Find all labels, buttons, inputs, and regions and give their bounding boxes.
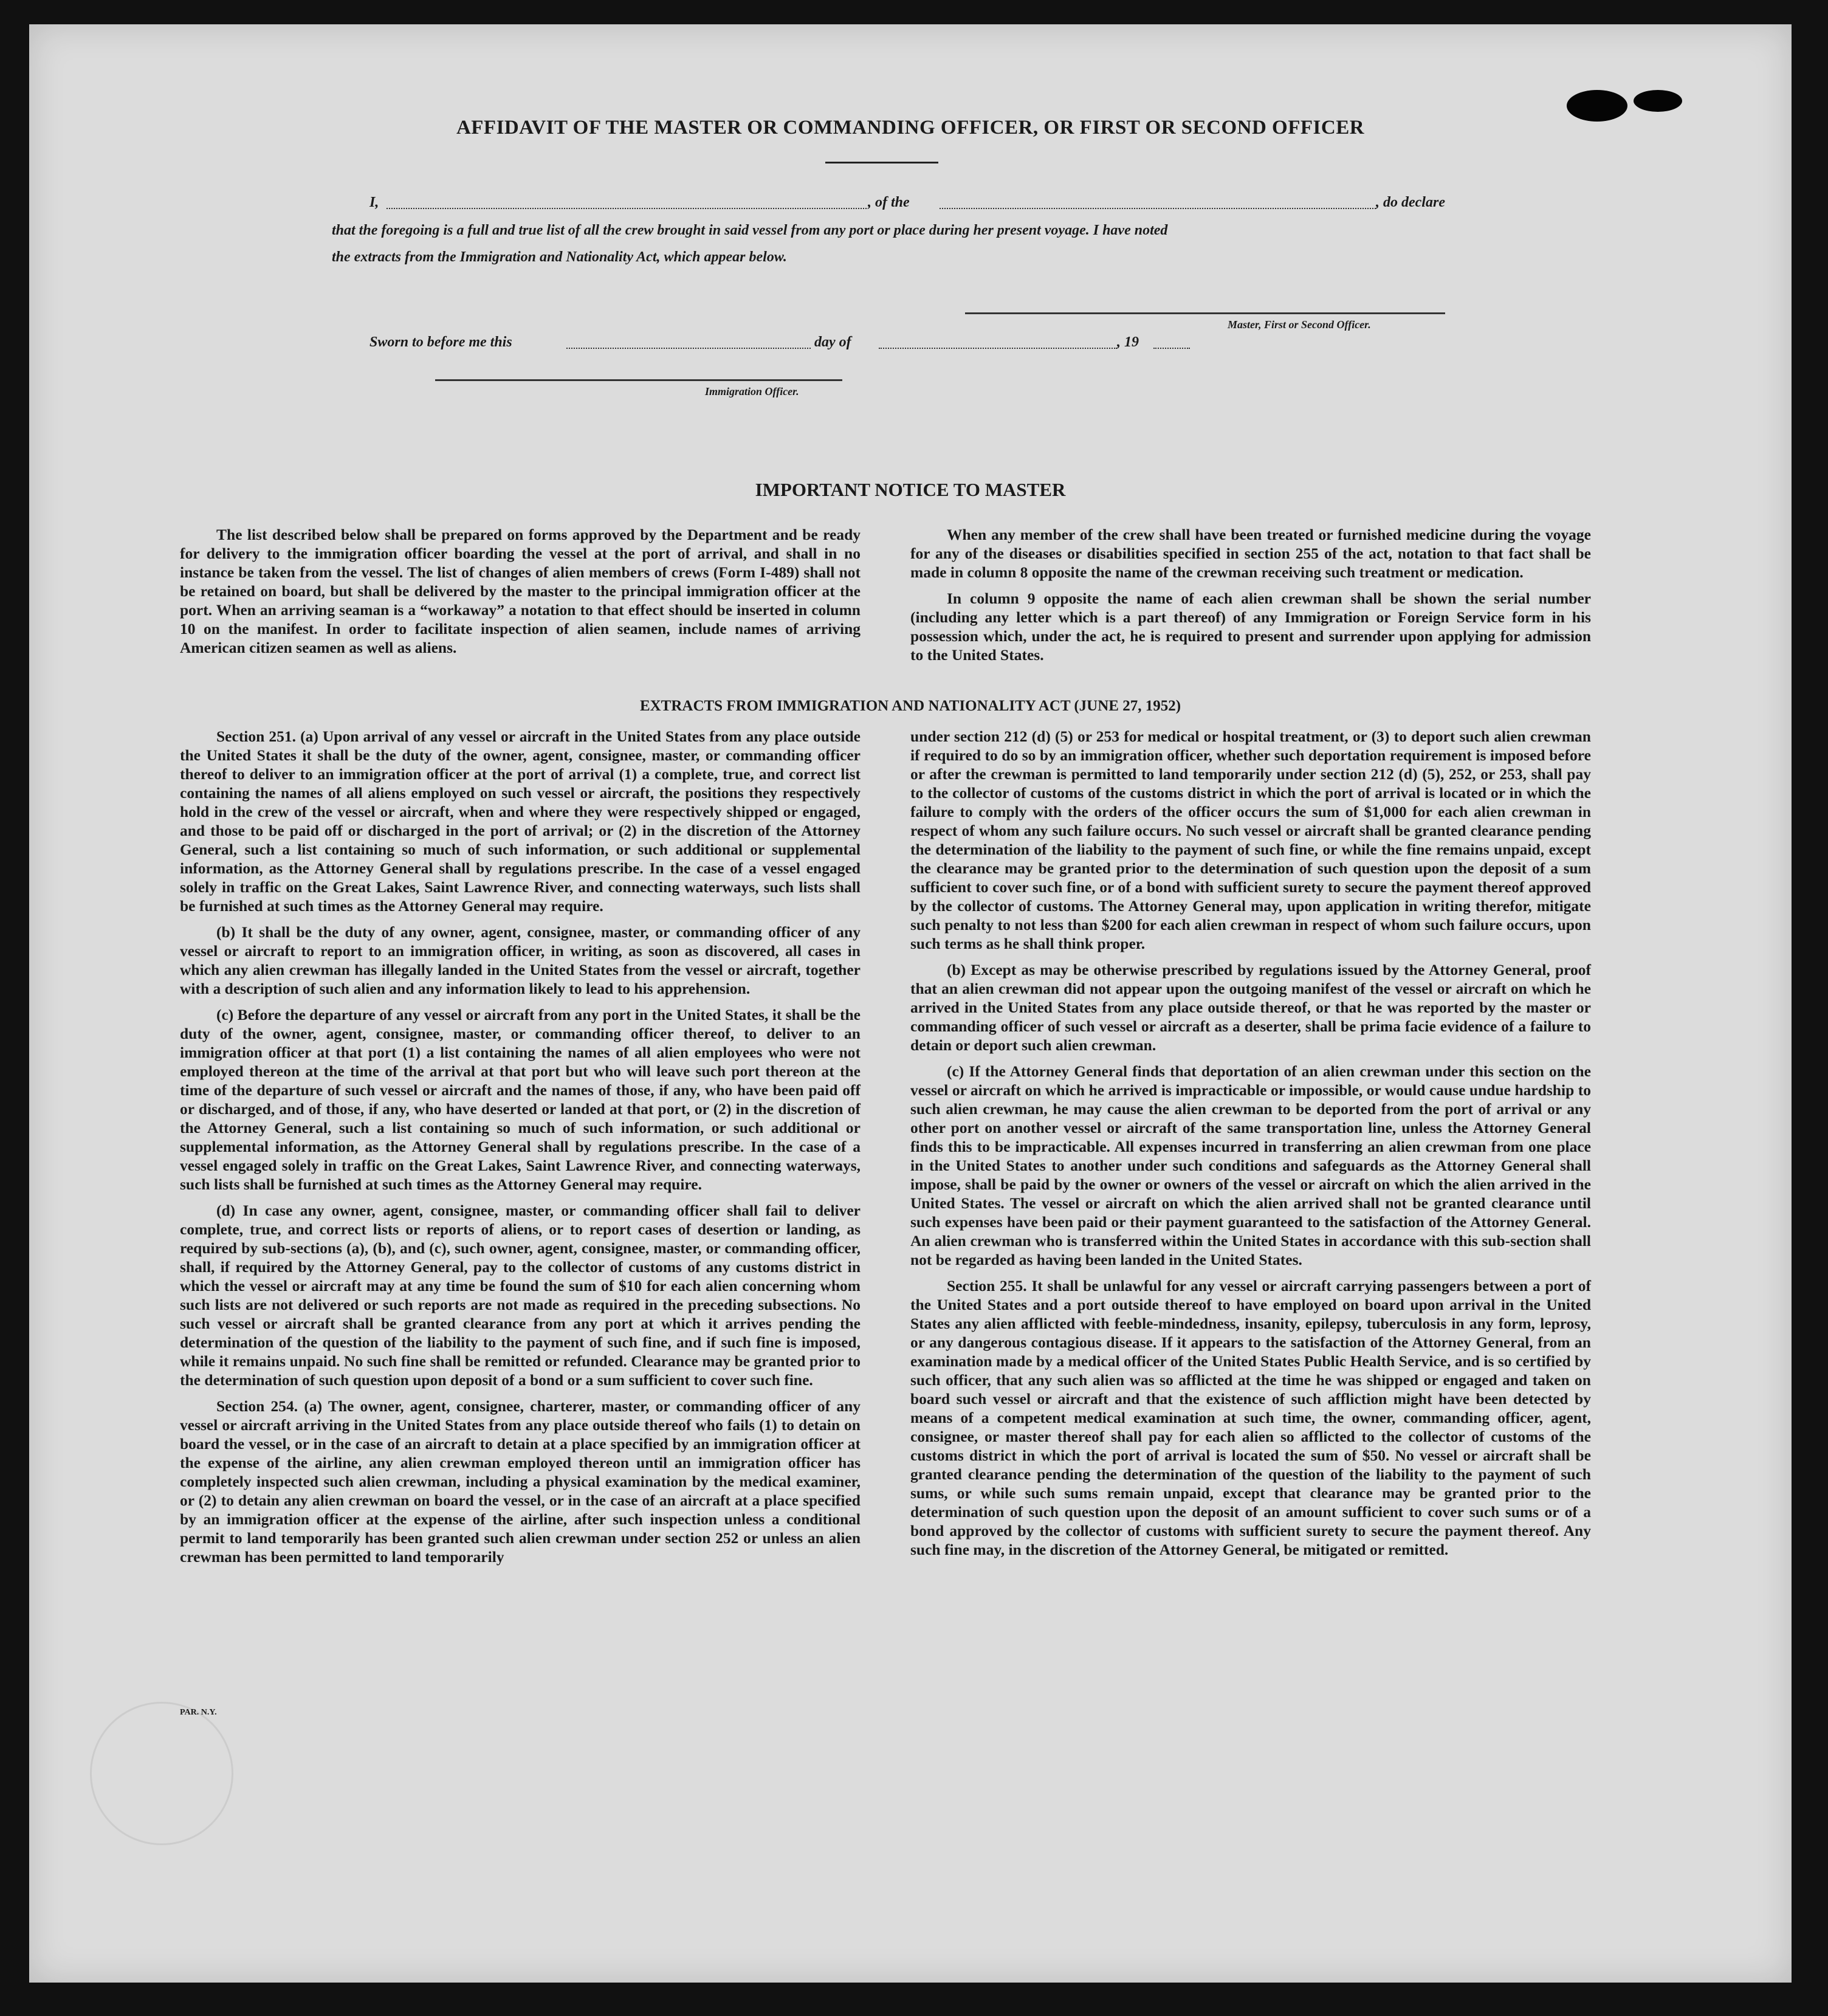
sworn-label: Sworn to before me this bbox=[369, 334, 512, 350]
affidavit-line-2: that the foregoing is a full and true list of all the crew brought in said vessel from any port or place during her present voyage. I have noted bbox=[332, 222, 1168, 238]
extract-paragraph: Section 251. (a) Upon arrival of any vessel or aircraft in the United States from any place outside the United States it shall be the duty of the owner, agent, consignee, master, or commanding officer thereof to deliver to an immigration officer at the port of arrival (1) a complete, true, and correct list containing the names of all aliens employed on such vessel or aircraft, the positions they respectively hold in the crew of the vessel or aircraft, when and where they were respectively shipped or engaged, and those to be paid off or discharged in the port of arrival; or (2) in the discretion of the Attorney General, such a list containing so much of such information, or such additional or supplemental information, as the Attorney General shall by regulations prescribe. In the case of a vessel engaged solely in traffic on the Great Lakes, Saint Lawrence River, and connecting waterways, such lists shall be furnished at such times as the Attorney General may require. bbox=[180, 728, 861, 915]
extract-paragraph: (d) In case any owner, agent, consignee, master, or commanding officer shall fail to deliver complete, true, and correct lists or reports of aliens, or to report cases of desertion or landing, as required by sub-sections (a), (b), and (c), such owner, agent, consignee, master, or commanding officer, shall, if required by the Attorney General, pay to the collector of customs of any customs district in which the vessel or aircraft may at any time be found the sum of $10 for each alien concerning whom such lists are not delivered or such reports are not made as required in the preceding subsections. No such vessel or aircraft shall be granted clearance from any port at which it arrives pending the determination of the question of the liability to the payment of such fine, and if such fine is imposed, while it remains unpaid. No such fine shall be remitted or refunded. Clearance may be granted prior to the determination of such question upon deposit of a bond or a sum sufficient to cover such fine. bbox=[180, 1202, 861, 1389]
extract-paragraph: (b) It shall be the duty of any owner, agent, consignee, master, or commanding officer of any vessel or aircraft to report to an immigration officer, in writing, as soon as discovered, all cases in which any alien crewman has illegally landed in the United States from the vessel or aircraft, together with a description of such alien and any information likely to lead to his apprehension. bbox=[180, 923, 861, 997]
notice-left-column bbox=[180, 525, 861, 664]
declare-end: , do declare bbox=[1376, 194, 1445, 210]
extract-paragraph: (b) Except as may be otherwise prescribed by regulations issued by the Attorney General, proof that an alien crewman did not appear upon the outgoing manifest of the vessel or aircraft on which he arrived in the United States from any place outside thereof, or that he was reported by the master or commanding officer of such vessel or aircraft as a deserter, shall be prima facie evidence of a failure to detain or deport such alien crewman. bbox=[910, 961, 1591, 1054]
day-of-label: day of bbox=[814, 334, 851, 350]
extract-paragraph: Section 255. It shall be unlawful for any vessel or aircraft carrying passengers between a port of the United States and a port outside thereof to have employed on board upon arrival in the United States any alien afflicted with feeble-mindedness, insanity, epilepsy, tuberculosis in any form, leprosy, or any dangerous contagious disease. If it appears to the satisfaction of the Attorney General, from an examination made by a medical officer of the United States Public Health Service, and is so certified by such officer, that any such alien was so afflicted at the time he was shipped or engaged and taken on board such vessel or aircraft and that the existence of such affliction might have been detected by means of a competent medical examination at such time, the owner, commanding officer, agent, consignee, or master thereof shall pay for each alien so afflicted to the collector of customs of the customs district in which the port of arrival is located the sum of $50. No vessel or aircraft shall be granted clearance pending the determination of the question of the liability to the payment of such sums, or while such sums remain unpaid, except that clearance may be granted prior to the determination of such question upon the deposit of an amount sufficient to cover such sums or of a bond approved by the collector of customs with sufficient surety to secure the payment thereof. Any such fine may, in the discretion of the Attorney General, be mitigated or remitted. bbox=[910, 1277, 1591, 1558]
document-page bbox=[29, 24, 1792, 1983]
extracts-title: EXTRACTS FROM IMMIGRATION AND NATIONALITY ACT (JUNE 27, 1952) bbox=[639, 698, 1181, 714]
sworn-month-field[interactable] bbox=[879, 348, 1117, 349]
ink-blot bbox=[1634, 90, 1682, 112]
name-field[interactable] bbox=[387, 208, 867, 209]
affidavit-line-3: the extracts from the Immigration and Nationality Act, which appear below. bbox=[332, 249, 787, 265]
notice-title: IMPORTANT NOTICE TO MASTER bbox=[755, 479, 1066, 500]
immigration-officer-line[interactable] bbox=[435, 379, 842, 381]
immigration-officer-label: Immigration Officer. bbox=[705, 385, 799, 397]
extract-paragraph: under section 212 (d) (5) or 253 for medical or hospital treatment, or (3) to deport such alien crewman if required to do so by an immigration officer, whether such deportation requirement is imposed before or after the crewman is permitted to land temporarily under section 212 (d) (5), 252, or 253, shall pay to the collector of customs of the customs district in which the port of arrival is located or in which the failure to comply with the orders of the officer occurs the sum of $1,000 for each alien crewman in respect of whom any such failure occurs. No such vessel or aircraft shall be granted clearance pending the determination of the liability to the payment of such fine, or while the fine remains unpaid, except the clearance may be granted prior to the determination of such question upon the deposit of a sum sufficient to cover such fine, or of a bond with sufficient surety to secure the payment thereof approved by the collector of customs. The Attorney General may, upon application in writing therefor, mitigate such penalty to not less than $200 for each alien crewman in respect of whom such failure occurs, upon such terms as he shall think proper. bbox=[910, 728, 1591, 952]
notice-right-column bbox=[910, 525, 1591, 672]
sworn-day-field[interactable] bbox=[566, 348, 811, 349]
notice-right-paragraph-2: In column 9 opposite the name of each alien crewman shall be shown the serial number (including any letter which is a part thereof) of any Immigration or Foreign Service form in his possession which, under the act, he is required to present and surrender upon applying for admission to the United States. bbox=[910, 590, 1591, 664]
master-signature-label: Master, First or Second Officer. bbox=[1228, 318, 1371, 331]
extract-paragraph: Section 254. (a) The owner, agent, consignee, charterer, master, or commanding officer of any vessel or aircraft arriving in the United States from any place outside thereof who fails (1) to detain on board the vessel, or in the case of an aircraft to detain at a place specified by an immigration officer at the expense of the airline, any alien crewman employed thereon until an immigration officer has completely inspected such alien crewman, including a physical examination by the medical examiner, or (2) to detain any alien crewman on board the vessel, or in the case of an aircraft at a place specified by an immigration officer at the expense of the airline, after such inspection unless a conditional permit to land temporarily has been granted such alien crewman under section 252 or unless an alien crewman has been permitted to land temporarily bbox=[180, 1397, 861, 1566]
declare-i: I, bbox=[369, 194, 379, 210]
master-signature-line[interactable] bbox=[965, 312, 1445, 314]
extract-paragraph: (c) Before the departure of any vessel or aircraft from any port in the United States, it shall be the duty of the owner, agent, consignee, master, or commanding officer thereof, to deliver to an immigration officer at that port (1) a list containing the names of all alien employees who were not employed thereon at the time of the arrival at that port but who will leave such port thereon at the time of the departure of such vessel or aircraft and the names of those, if any, who have been paid off or discharged, and of those, if any, who have deserted or landed at that port, or (2) in the discretion of the Attorney General, such a list containing so much of such information, or such additional or supplemental information, as the Attorney General shall by regulations prescribe. In the case of a vessel engaged solely in traffic on the Great Lakes, Saint Lawrence River, and connecting waterways, such lists shall be furnished at such times as the Attorney General may require. bbox=[180, 1006, 861, 1193]
year-label: , 19 bbox=[1117, 334, 1139, 350]
notice-left-paragraph: The list described below shall be prepared on forms approved by the Department and be ready for delivery to the immigration officer boarding the vessel at the port of arrival, and shall in no instance be taken from the vessel. The list of changes of alien members of crews (Form I-489) shall not be retained on board, but shall be delivered by the master to the principal immigration officer at the port. When an arriving seaman is a “workaway” a notation to that effect should be inserted in column 10 on the manifest. In order to facilitate inspection of alien seamen, include names of arriving American citizen seamen as well as aliens. bbox=[180, 526, 861, 656]
title-rule bbox=[825, 162, 938, 163]
printer-code: PAR. N.Y. bbox=[180, 1708, 217, 1717]
declare-of-the: , of the bbox=[868, 194, 910, 210]
sworn-year-field[interactable] bbox=[1153, 348, 1190, 349]
extracts-left-column bbox=[180, 727, 861, 1574]
extract-paragraph: (c) If the Attorney General finds that deportation of an alien crewman under this section on the vessel or aircraft on which he arrived is impracticable or impossible, or would cause undue hardship to such alien crewman, he may cause the alien crewman to be deported from the port of arrival or any other port on another vessel or aircraft of the same transportation line, unless the Attorney General finds this to be impracticable. All expenses incurred in transferring an alien crewman from one place in the United States to another under such conditions and safeguards as the Attorney General shall impose, shall be paid by the owner or owners of the vessel or aircraft on which the alien arrived in the United States. The vessel or aircraft on which the alien arrived shall not be granted clearance until such expenses have been paid or their payment guaranteed to the satisfaction of the Attorney General. An alien crewman who is transferred within the United States in accordance with this sub-section shall not be regarded as having been landed in the United States. bbox=[910, 1062, 1591, 1268]
extracts-right-column bbox=[910, 727, 1591, 1566]
faded-seal-stamp bbox=[90, 1702, 233, 1845]
notice-right-paragraph-1: When any member of the crew shall have been treated or furnished medicine during the voyage for any of the diseases or disabilities specified in section 255 of the act, notation to that fact shall be made in column 8 opposite the name of the crewman receiving such treatment or medication. bbox=[910, 526, 1591, 581]
vessel-field[interactable] bbox=[940, 208, 1376, 209]
affidavit-title: AFFIDAVIT OF THE MASTER OR COMMANDING OFFICER, OR FIRST OR SECOND OFFICER bbox=[456, 117, 1365, 139]
